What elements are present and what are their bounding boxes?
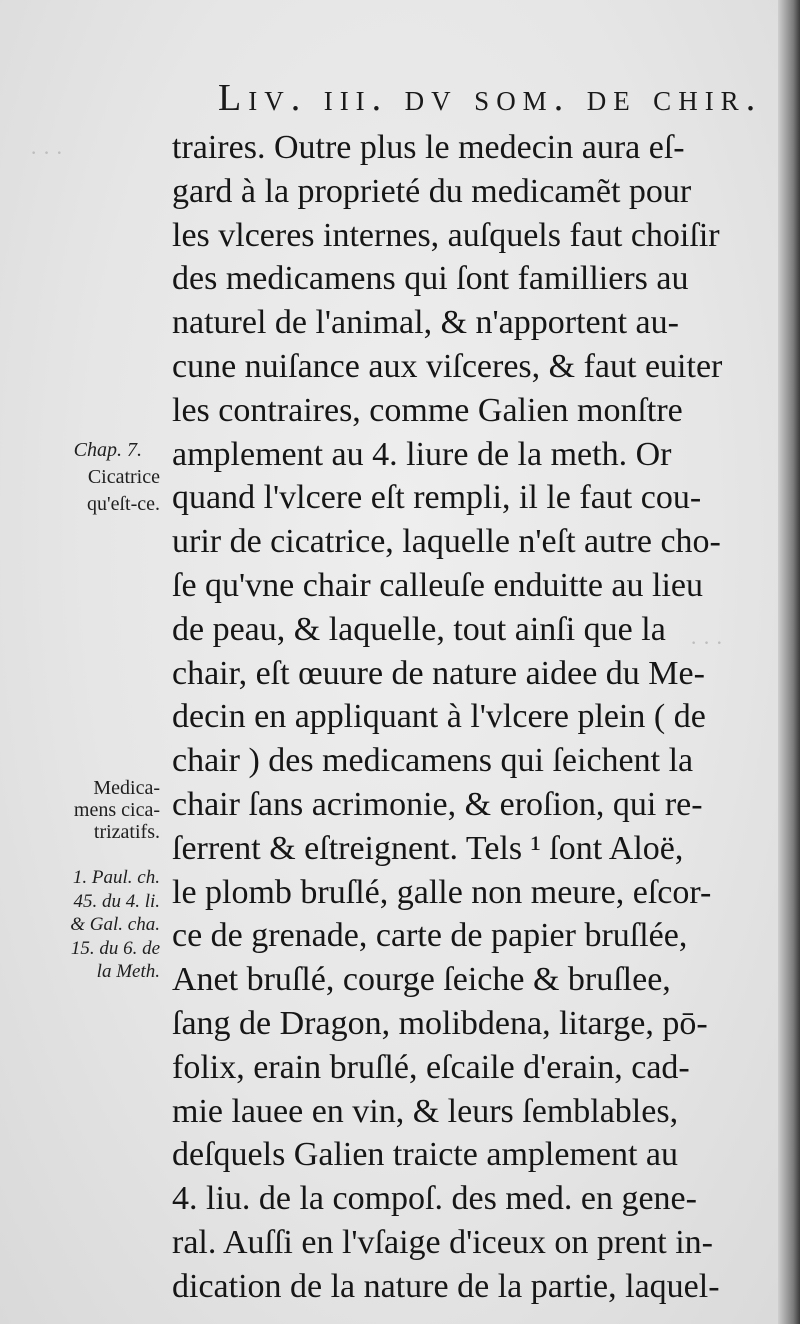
text-line: urir de cicatrice, laquelle n'eſt autre cho- bbox=[172, 523, 721, 561]
text-line: 4. liu. de la compoſ. des med. en gene- bbox=[172, 1180, 697, 1218]
margin-note-medicaments bbox=[74, 777, 160, 843]
margin-note-line: 1. Paul. ch. bbox=[72, 867, 160, 888]
margin-note-sources bbox=[70, 866, 160, 984]
text-line: deſquels Galien traicte amplement au bbox=[172, 1136, 679, 1174]
text-line: cune nuiſance aux viſceres, & faut euiter bbox=[172, 347, 723, 385]
text-line: ſerrent & eſtreignent. Tels ¹ ſont Aloë, bbox=[172, 829, 684, 867]
text-line: chair ſans acrimonie, & eroſion, qui re- bbox=[172, 785, 703, 823]
text-line: decin en appliquant à l'vlcere plein ( de bbox=[172, 698, 706, 736]
text-line: chair ) des medicamens qui ſeichent la bbox=[172, 742, 694, 780]
text-line: mie lauee en vin, & leurs ſemblables, bbox=[172, 1092, 679, 1130]
text-line: les vlceres internes, auſquels faut choiſir bbox=[172, 216, 720, 254]
text-line: traires. Outre plus le medecin aura eſ- bbox=[172, 129, 685, 166]
text-line: les contraires, comme Galien monſtre bbox=[172, 391, 683, 429]
text-line: quand l'vlcere eſt rempli, il le faut cou- bbox=[172, 479, 702, 517]
margin-note-chapter bbox=[74, 437, 160, 518]
margin-note-line: qu'eſt-ce. bbox=[86, 493, 160, 515]
text-line: chair, eſt œuure de nature aidee du Me- bbox=[172, 654, 705, 692]
text-line: dication de la nature de la partie, laquel- bbox=[172, 1267, 720, 1305]
margin-note-line: trizatifs. bbox=[93, 821, 160, 843]
text-line: folix, erain bruſlé, eſcaile d'erain, cad- bbox=[172, 1048, 690, 1086]
text-line: de peau, & laquelle, tout ainſi que la bbox=[172, 610, 666, 648]
margin-note-line: la Meth. bbox=[96, 961, 160, 982]
text-line: ral. Auſſi en l'vſaige d'iceux on prent in- bbox=[172, 1223, 713, 1261]
margin-note-line: mens cica- bbox=[73, 799, 160, 821]
chapter-reference: Chap. 7. bbox=[73, 439, 142, 461]
text-line: ce de grenade, carte de papier bruſlée, bbox=[172, 917, 688, 955]
show-through-text: · · · bbox=[30, 140, 63, 165]
margin-note-line: 45. du 4. li. bbox=[73, 890, 160, 912]
show-through-text: · · · bbox=[690, 630, 723, 655]
margin-note-line: 15. du 6. de bbox=[70, 937, 160, 959]
running-header: Liv. iii. dv som. de chir. bbox=[218, 77, 763, 119]
margin-note-line: & Gal. cha. bbox=[70, 914, 160, 935]
margin-note-line: Medica- bbox=[93, 777, 160, 799]
text-line: Anet bruſlé, courge ſeiche & bruſlee, bbox=[172, 961, 671, 999]
text-line: gard à la proprieté du medicamẽt pour bbox=[172, 172, 692, 210]
text-line: naturel de l'animal, & n'apportent au- bbox=[172, 304, 679, 342]
margin-note-line: Cicatrice bbox=[87, 466, 160, 488]
text-line: amplement au 4. liure de la meth. Or bbox=[172, 435, 672, 473]
text-line: ſe qu'vne chair calleuſe enduitte au lieu bbox=[172, 566, 704, 604]
page-edge-shadow bbox=[778, 0, 800, 1324]
text-line: des medicamens qui ſont familliers au bbox=[172, 260, 689, 298]
text-line: ſang de Dragon, molibdena, litarge, pō- bbox=[172, 1004, 708, 1042]
body-text bbox=[172, 126, 782, 1309]
text-line: le plomb bruſlé, galle non meure, eſcor- bbox=[172, 873, 712, 911]
